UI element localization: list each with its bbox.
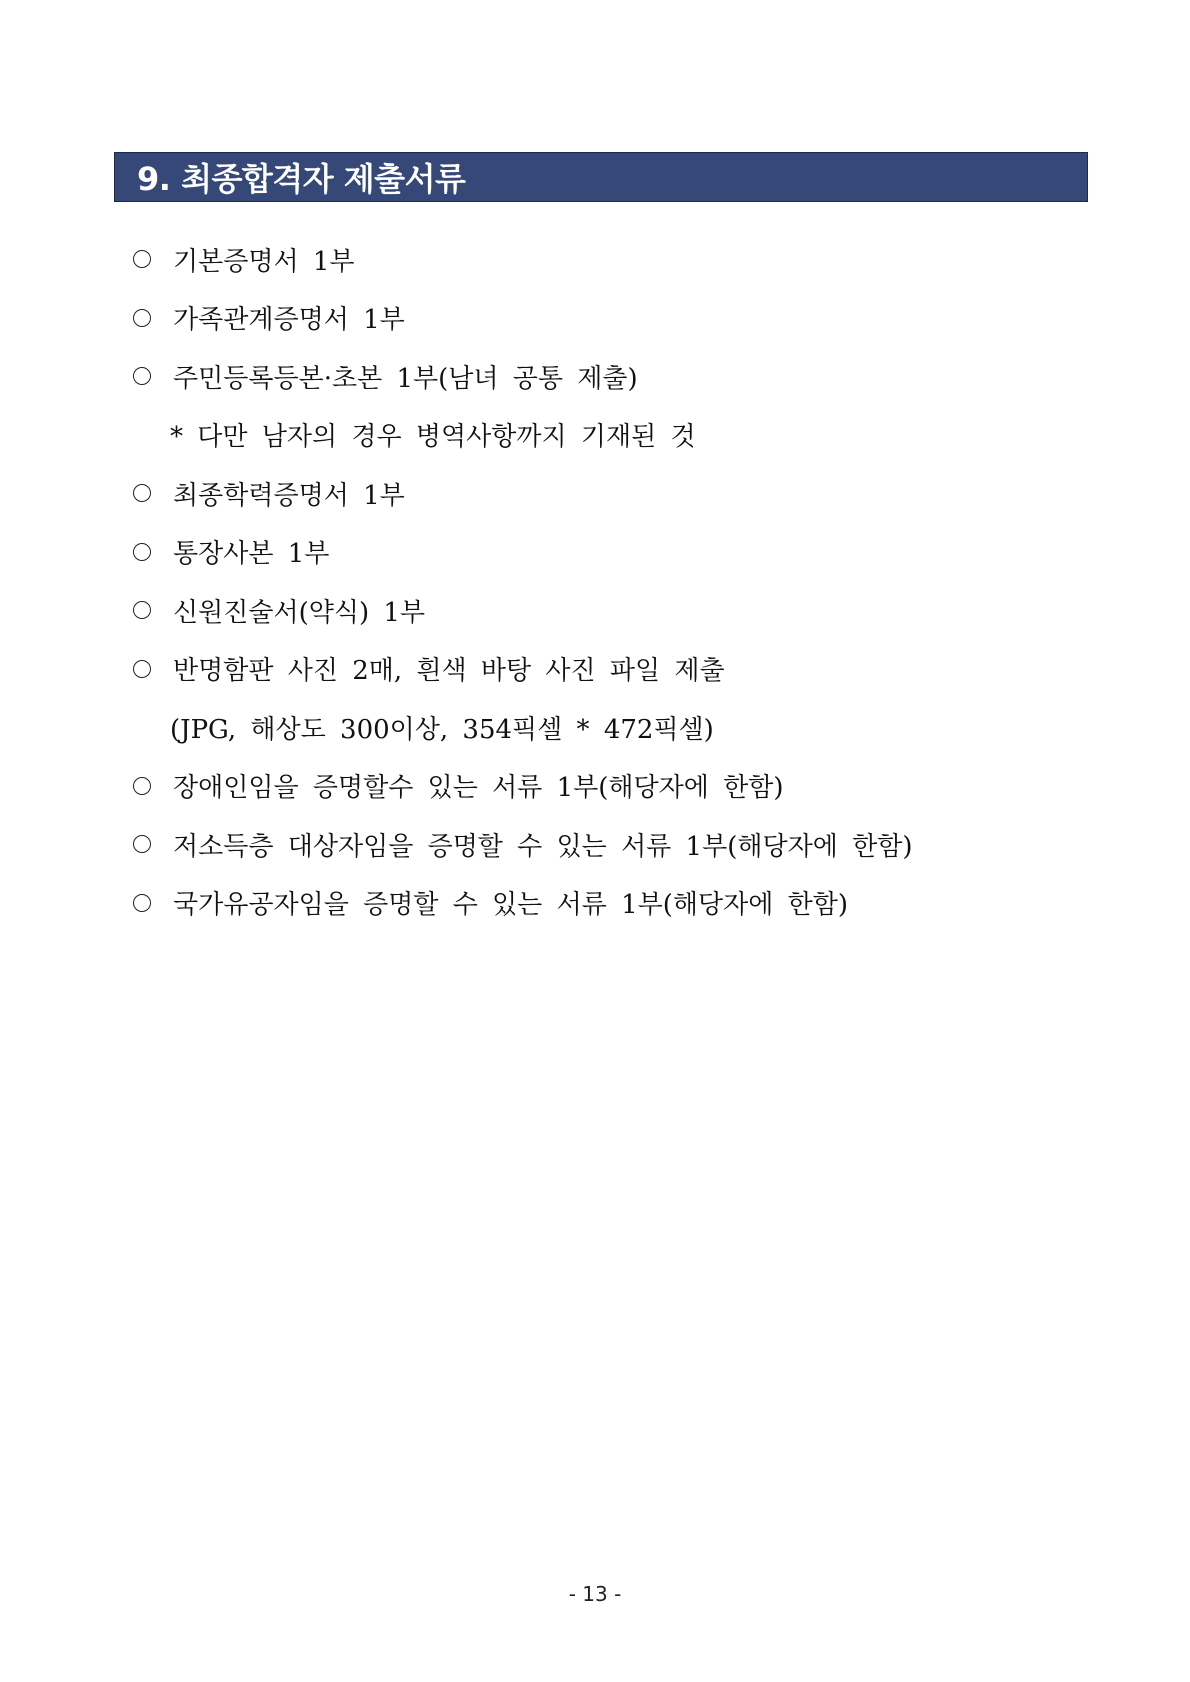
list-item-text: 반명함판 사진 2매, 흰색 바탕 사진 파일 제출 bbox=[173, 656, 725, 687]
list-item bbox=[130, 581, 1090, 640]
section-header bbox=[114, 152, 1088, 202]
list-item-text: 장애인임을 증명할수 있는 서류 1부(해당자에 한함) bbox=[173, 773, 784, 804]
list-note-text: (JPG, 해상도 300이상, 354픽셀 * 472픽셀) bbox=[170, 714, 714, 745]
list-item-text: 최종학력증명서 1부 bbox=[173, 480, 405, 511]
circle-outline-icon bbox=[133, 894, 151, 912]
circle-outline-icon bbox=[133, 835, 151, 853]
list-item-text: 신원진술서(약식) 1부 bbox=[173, 597, 426, 628]
list-item-text: 가족관계증명서 1부 bbox=[173, 305, 405, 336]
circle-outline-icon bbox=[133, 250, 151, 268]
circle-outline-icon bbox=[133, 601, 151, 619]
list-item bbox=[130, 230, 1090, 289]
list-note bbox=[130, 406, 1090, 465]
list-item bbox=[130, 815, 1090, 874]
list-item bbox=[130, 640, 1090, 699]
circle-outline-icon bbox=[133, 777, 151, 795]
list-item bbox=[130, 464, 1090, 523]
list-note-text: * 다만 남자의 경우 병역사항까지 기재된 것 bbox=[170, 422, 696, 453]
list-item bbox=[130, 874, 1090, 933]
list-note bbox=[130, 698, 1090, 757]
section-title: 9. 최종합격자 제출서류 bbox=[137, 160, 466, 198]
page-number: - 13 - bbox=[568, 1582, 622, 1606]
list-item-text: 기본증명서 1부 bbox=[173, 246, 355, 277]
required-documents-list bbox=[130, 230, 1090, 932]
circle-outline-icon bbox=[133, 660, 151, 678]
circle-outline-icon bbox=[133, 543, 151, 561]
list-item-text: 국가유공자임을 증명할 수 있는 서류 1부(해당자에 한함) bbox=[173, 890, 848, 921]
list-item-text: 주민등록등본·초본 1부(남녀 공통 제출) bbox=[173, 363, 638, 394]
list-item-text: 통장사본 1부 bbox=[173, 539, 330, 570]
circle-outline-icon bbox=[133, 367, 151, 385]
list-item bbox=[130, 347, 1090, 406]
list-item bbox=[130, 289, 1090, 348]
list-item-text: 저소득층 대상자임을 증명할 수 있는 서류 1부(해당자에 한함) bbox=[173, 831, 913, 862]
circle-outline-icon bbox=[133, 484, 151, 502]
list-item bbox=[130, 523, 1090, 582]
list-item bbox=[130, 757, 1090, 816]
circle-outline-icon bbox=[133, 309, 151, 327]
